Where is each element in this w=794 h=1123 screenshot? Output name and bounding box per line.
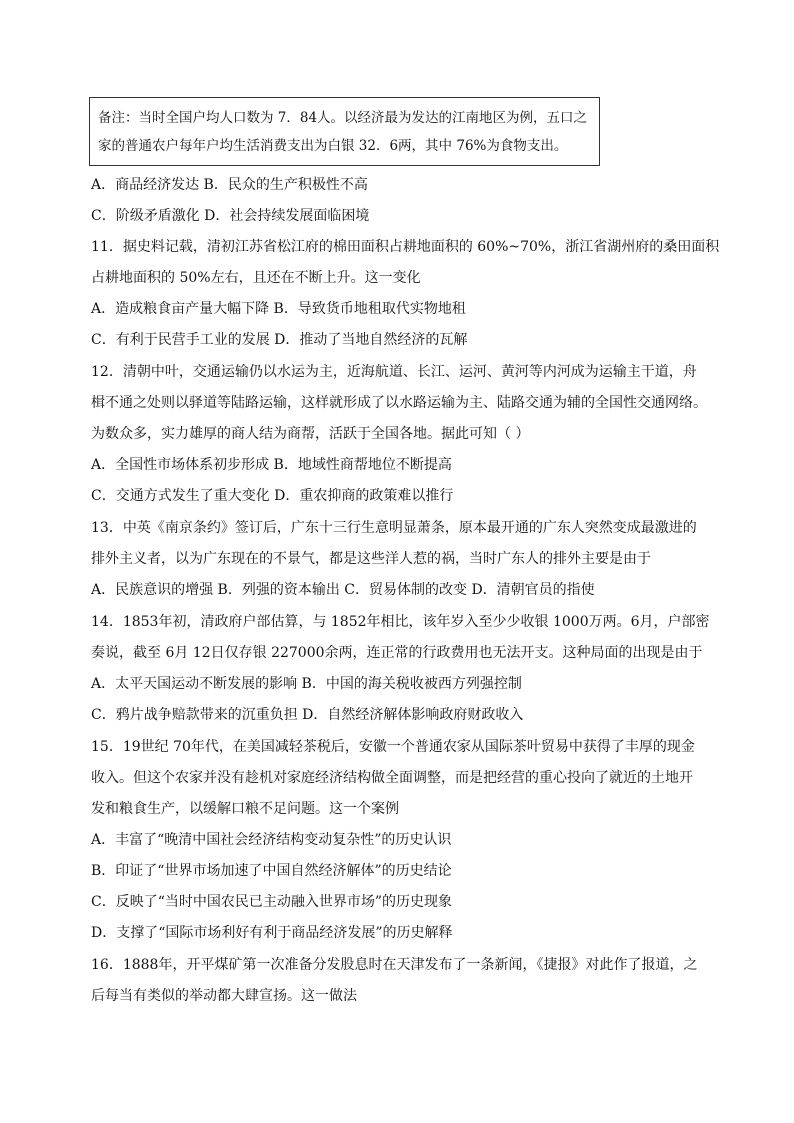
q16-stem-2: 后每当有类似的举动都大肆宣扬。这一做法 [91,988,357,1004]
q15-option-d: D．支撑了“国际市场利好有利于商品经济发展”的历史解释 [91,925,453,941]
q12-stem-1: 12．清朝中叶，交通运输仍以水运为主，近海航道、长江、运河、黄河等内河成为运输主干道，舟 [91,364,697,380]
q12-stem-2: 楫不通之处则以驿道等陆路运输，这样就形成了以水路运输为主、陆路交通为辅的全国性交通网络。 [91,395,707,411]
q14-options-cd: C．鸦片战争赔款带来的沉重负担 D．自然经济解体影响政府财政收入 [91,707,524,723]
q15-option-b: B．印证了“世界市场加速了中国自然经济解体”的历史结论 [91,863,452,879]
q10-options-cd: C．阶级矛盾激化 D．社会持续发展面临困境 [91,208,370,224]
q15-option-c: C．反映了“当时中国农民已主动融入世界市场”的历史现象 [91,894,453,910]
q11-stem-2: 占耕地面积的 50%左右，且还在不断上升。这一变化 [91,270,421,286]
q10-options-ab: A．商品经济发达 B．民众的生产积极性不高 [91,177,368,193]
q13-options: A．民族意识的增强 B．列强的资本输出 C．贸易体制的改变 D．清朝官员的指使 [91,582,595,598]
q12-stem-3: 为数众多，实力雄厚的商人结为商帮，活跃于全国各地。据此可知（ ） [91,426,530,442]
note-box [89,97,600,166]
q12-options-ab: A．全国性市场体系初步形成 B．地域性商帮地位不断提高 [91,457,452,473]
q15-option-a: A．丰富了“晚清中国社会经济结构变动复杂性”的历史认识 [91,832,452,848]
q12-options-cd: C．交通方式发生了重大变化 D．重农抑商的政策难以推行 [91,488,454,504]
q11-options-ab: A．造成粮食亩产量大幅下降 B．导致货币地租取代实物地租 [91,301,466,317]
note-line-1: 备注：当时全国户均人口数为 7．84人。以经济最为发达的江南地区为例，五口之 [98,110,588,126]
q11-options-cd: C．有利于民营手工业的发展 D．推动了当地自然经济的瓦解 [91,332,468,348]
q15-stem-3: 发和粮食生产，以缓解口粮不足问题。这一个案例 [91,801,399,817]
q15-stem-1: 15．19世纪 70年代，在美国减轻茶税后，安徽一个普通农家从国际茶叶贸易中获得了丰厚的现金 [91,739,695,755]
note-line-2: 家的普通农户每年户均生活消费支出为白银 32．6两，其中 76%为食物支出。 [98,138,568,154]
q14-stem-2: 奏说，截至 6月 12日仅存银 227000余两，连正常的行政费用也无法开支。这种局面的出现是由于 [91,645,703,661]
q13-stem-1: 13．中英《南京条约》签订后，广东十三行生意明显萧条，原本最开通的广东人突然变成最激进的 [91,520,697,536]
q11-stem-1: 11．据史料记载，清初江苏省松江府的棉田面积占耕地面积的 60%~70%，浙江省湖州府的桑田面积 [91,239,720,255]
q14-stem-1: 14．1853年初，清政府户部估算，与 1852年相比，该年岁入至少少收银 1000万两。6月，户部密 [91,614,710,630]
q16-stem-1: 16．1888年，开平煤矿第一次准备分发股息时在天津发布了一条新闻，《捷报》对此作了报道，之 [91,957,698,973]
q13-stem-2: 排外主义者，以为广东现在的不景气，都是这些洋人惹的祸，当时广东人的排外主要是由于 [91,551,651,567]
q15-stem-2: 收入。但这个农家并没有趁机对家庭经济结构做全面调整，而是把经营的重心投向了就近的土地开 [91,770,693,786]
q14-options-ab: A．太平天国运动不断发展的影响 B．中国的海关税收被西方列强控制 [91,676,522,692]
